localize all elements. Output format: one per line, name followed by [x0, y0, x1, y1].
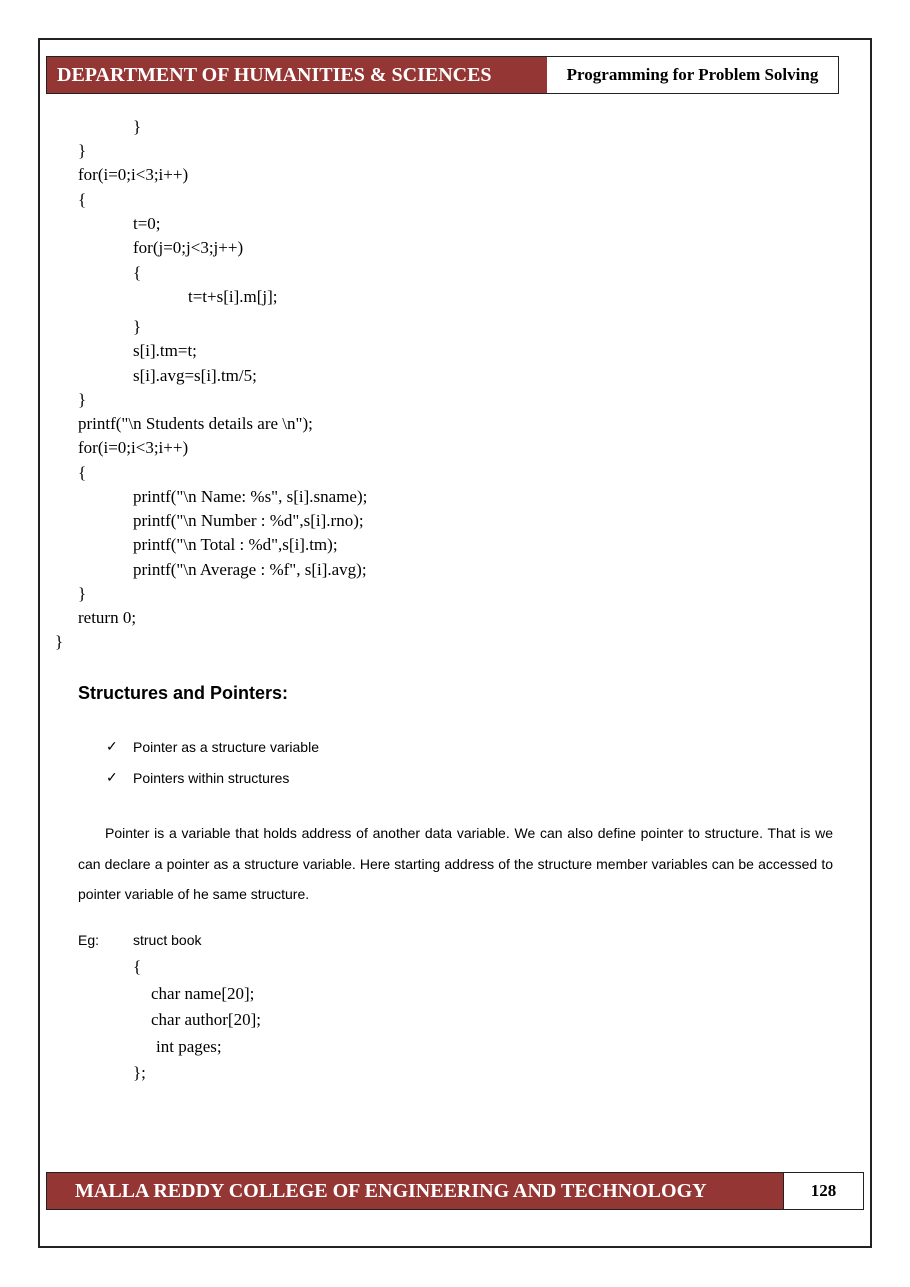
bullet-item: [106, 769, 289, 786]
code-line: {: [78, 463, 87, 482]
example-code-line: char author[20];: [151, 1010, 261, 1029]
page-header: [46, 56, 839, 94]
body-paragraph: Pointer is a variable that holds address of another data variable. We can also define pointer to structure. That is we can declare a pointer as a structure variable. Here starting address of the structure member variables can be accessed to pointer variable of he same structure.: [78, 825, 833, 902]
code-line: return 0;: [78, 608, 137, 627]
code-line: }: [133, 317, 142, 336]
code-line: {: [133, 263, 142, 282]
code-line: printf("\n Name: %s", s[i].sname);: [133, 487, 368, 506]
checkmark-icon: ✓: [106, 769, 118, 785]
code-line: }: [78, 390, 87, 409]
code-line: {: [78, 190, 87, 209]
code-line: s[i].tm=t;: [133, 341, 197, 360]
page-number: 128: [783, 1173, 863, 1209]
department-title: DEPARTMENT OF HUMANITIES & SCIENCES: [47, 57, 547, 93]
code-line: }: [133, 117, 142, 136]
page-footer: [46, 1172, 864, 1210]
code-line: printf("\n Total : %d",s[i].tm);: [133, 535, 338, 554]
code-line: for(i=0;i<3;i++): [78, 438, 189, 457]
college-name: MALLA REDDY COLLEGE OF ENGINEERING AND TECHNOLOGY: [47, 1173, 783, 1209]
bullet-text: Pointer as a structure variable: [133, 738, 319, 755]
code-line: printf("\n Students details are \n");: [78, 414, 313, 433]
bullet-text: Pointers within structures: [133, 769, 290, 786]
bullet-item: [106, 738, 319, 755]
code-line: for(i=0;i<3;i++): [78, 165, 189, 184]
code-line: printf("\n Average : %f", s[i].avg);: [133, 560, 367, 579]
code-line: t=0;: [133, 214, 161, 233]
example-code-line: };: [133, 1063, 146, 1082]
code-line: t=t+s[i].m[j];: [188, 287, 278, 306]
code-line: printf("\n Number : %d",s[i].rno);: [133, 511, 364, 530]
code-line: }: [78, 584, 87, 603]
code-line: for(j=0;j<3;j++): [133, 238, 244, 257]
code-line: s[i].avg=s[i].tm/5;: [133, 366, 257, 385]
checkmark-icon: ✓: [106, 738, 118, 754]
page-border: [38, 38, 872, 1248]
section-heading: Structures and Pointers:: [78, 683, 289, 703]
example-code-line: int pages;: [156, 1037, 222, 1056]
example-label: Eg:: [78, 932, 100, 948]
code-line: }: [55, 632, 64, 651]
code-line: }: [78, 141, 87, 160]
example-code-line: {: [133, 957, 142, 976]
course-title: Programming for Problem Solving: [547, 57, 838, 93]
example-struct-line: struct book: [133, 932, 202, 948]
example-code-line: char name[20];: [151, 984, 255, 1003]
